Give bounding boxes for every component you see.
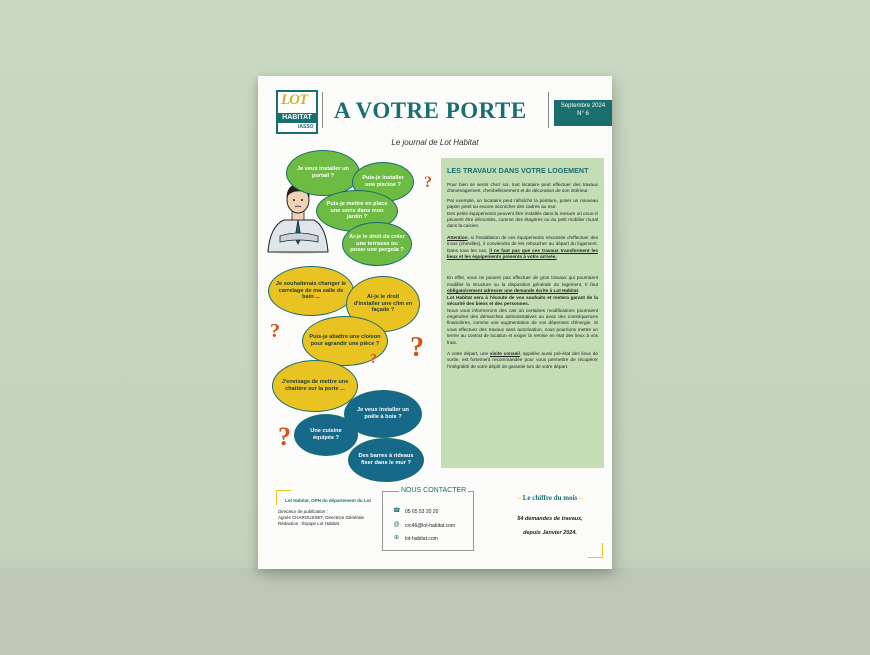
question-mark-icon: ?	[424, 174, 432, 191]
question-bubble: Puis-je abattre une cloison pour agrandir une pièce ?	[302, 316, 388, 366]
at-icon: @	[393, 522, 400, 528]
page-title: A VOTRE PORTE	[334, 98, 527, 123]
contact-web: ⊕ lot-habitat.com	[393, 535, 438, 542]
divider	[548, 92, 549, 128]
question-bubble: Je souhaiterais changer le carrelage de ma salle de bain ...	[268, 266, 354, 316]
article-paragraph: Lot Habitat sera à l'écoute de vos souhaits et restera garant de la sécurité des biens et des personnes.	[447, 294, 598, 307]
article-paragraph: Nous vous informerons des cas où certaines modifications pourraient engendrer des démarches administratives ou avoir des conséquences financières, comme une augmentation de vos dépenses d'énergie. Si vous effectuez des travaux sans autorisation, nous pourrions mettre un terme au contrat de location et exiger la remise en état des lieux à vos frais.	[447, 307, 598, 345]
article-paragraph: Des petits équipements peuvent être installés dans la mesure où ceux-ci peuvent être démontés, comme des étagères ou du petit mobilier mural dans la cuisine.	[447, 210, 598, 229]
question-bubble: Ai-je le droit de créer une terrasse ou poser une pergola ?	[342, 222, 412, 266]
newsletter-poster	[258, 76, 612, 569]
question-bubble: Je veux installer un portail ?	[286, 150, 360, 196]
question-bubble: Des barres à rideaux fixer dans le mur ?	[348, 438, 424, 482]
question-bubble: Une cuisine équipée ?	[294, 414, 358, 456]
question-mark-icon: ?	[410, 332, 424, 363]
question-bubble: J'envisage de mettre une chatière sur la porte ...	[272, 360, 358, 412]
issue-date: Septembre 2024	[560, 103, 606, 109]
question-mark-icon: ?	[278, 422, 291, 451]
globe-icon: ⊕	[393, 535, 400, 541]
article-paragraph: Attention, si l'installation de ces équipements nécessite d'effectuer des trous (chevilles), il conviendra de les reboucher au départ du logement. Dans tous les cas, il ne faut pas que ces travaux transforment les lieux et les équipements présents à votre arrivée.	[447, 234, 598, 260]
article-paragraph: Pour bien se sentir chez soi, tout locataire peut effectuer des travaux d'aménagement, d'embellissement et de décoration de son intérieur.	[447, 182, 598, 194]
article-panel	[441, 158, 604, 468]
issue-number: N° 6	[577, 111, 589, 117]
divider	[322, 92, 323, 128]
article-heading: LES TRAVAUX DANS VOTRE LOGEMENT	[447, 166, 589, 175]
article-paragraph: Par exemple, un locataire peut rafraîchir la peinture, poser un nouveau papier peint ou encore accrocher des cadres au mur.	[447, 197, 598, 210]
issue-badge	[554, 100, 612, 126]
contact-email: @ crc46@lot-habitat.com	[393, 522, 456, 529]
contact-box	[382, 487, 474, 551]
chiffre-value: 54 demandes de travaux, depuis Janvier 2024.	[517, 516, 583, 536]
corner-decoration	[588, 543, 603, 558]
question-bubble: Ai-je le droit d'installer une clim en façade ?	[346, 276, 420, 332]
phone-icon: ☎	[393, 508, 401, 514]
lot-habitat-logo: LOT HABITAT IASSO	[276, 90, 318, 134]
question-bubble: Puis-je installer une piscine ?	[352, 162, 414, 202]
question-bubble: Je veux installer un poêle à bois ?	[344, 390, 422, 438]
article-paragraph: En effet, vous ne pouvez pas effectuer de gros travaux qui pourraient modifier la structure ou la disposition générale du logement. Il faut obligatoirement adresser une demande écrite à Lot Habitat.	[447, 275, 598, 294]
question-mark-icon: ?	[370, 352, 377, 367]
contact-phone: ☎ 05 65 53 20 20	[393, 508, 439, 515]
chiffre-title: – Le chiffre du mois –	[517, 494, 583, 502]
publisher-info: Lot Habitat, OPH du département du Lot Directeur de publication : Agnès CHAROUSSET, Directrice Générale Rédaction : Équipe Lot Habitat	[278, 498, 378, 527]
question-mark-icon: ?	[270, 320, 280, 342]
chiffre-du-mois	[500, 494, 600, 540]
footer	[258, 488, 612, 569]
question-bubble: Puis-je mettre en place une serre dans mon jardin ?	[316, 190, 398, 232]
page-subtitle: Le journal de Lot Habitat	[391, 138, 479, 147]
contact-title: NOUS CONTACTER	[401, 487, 467, 494]
floor	[0, 568, 870, 655]
org-name: Lot Habitat, OPH du département du Lot	[285, 498, 371, 503]
article-paragraph: A votre départ, une visite conseil, appelée aussi pré-état des lieux de sortie, est fortement recommandée pour vous permettre de récupérer l'intégralité de votre dépôt de garantie lors de votre départ.	[447, 350, 599, 369]
